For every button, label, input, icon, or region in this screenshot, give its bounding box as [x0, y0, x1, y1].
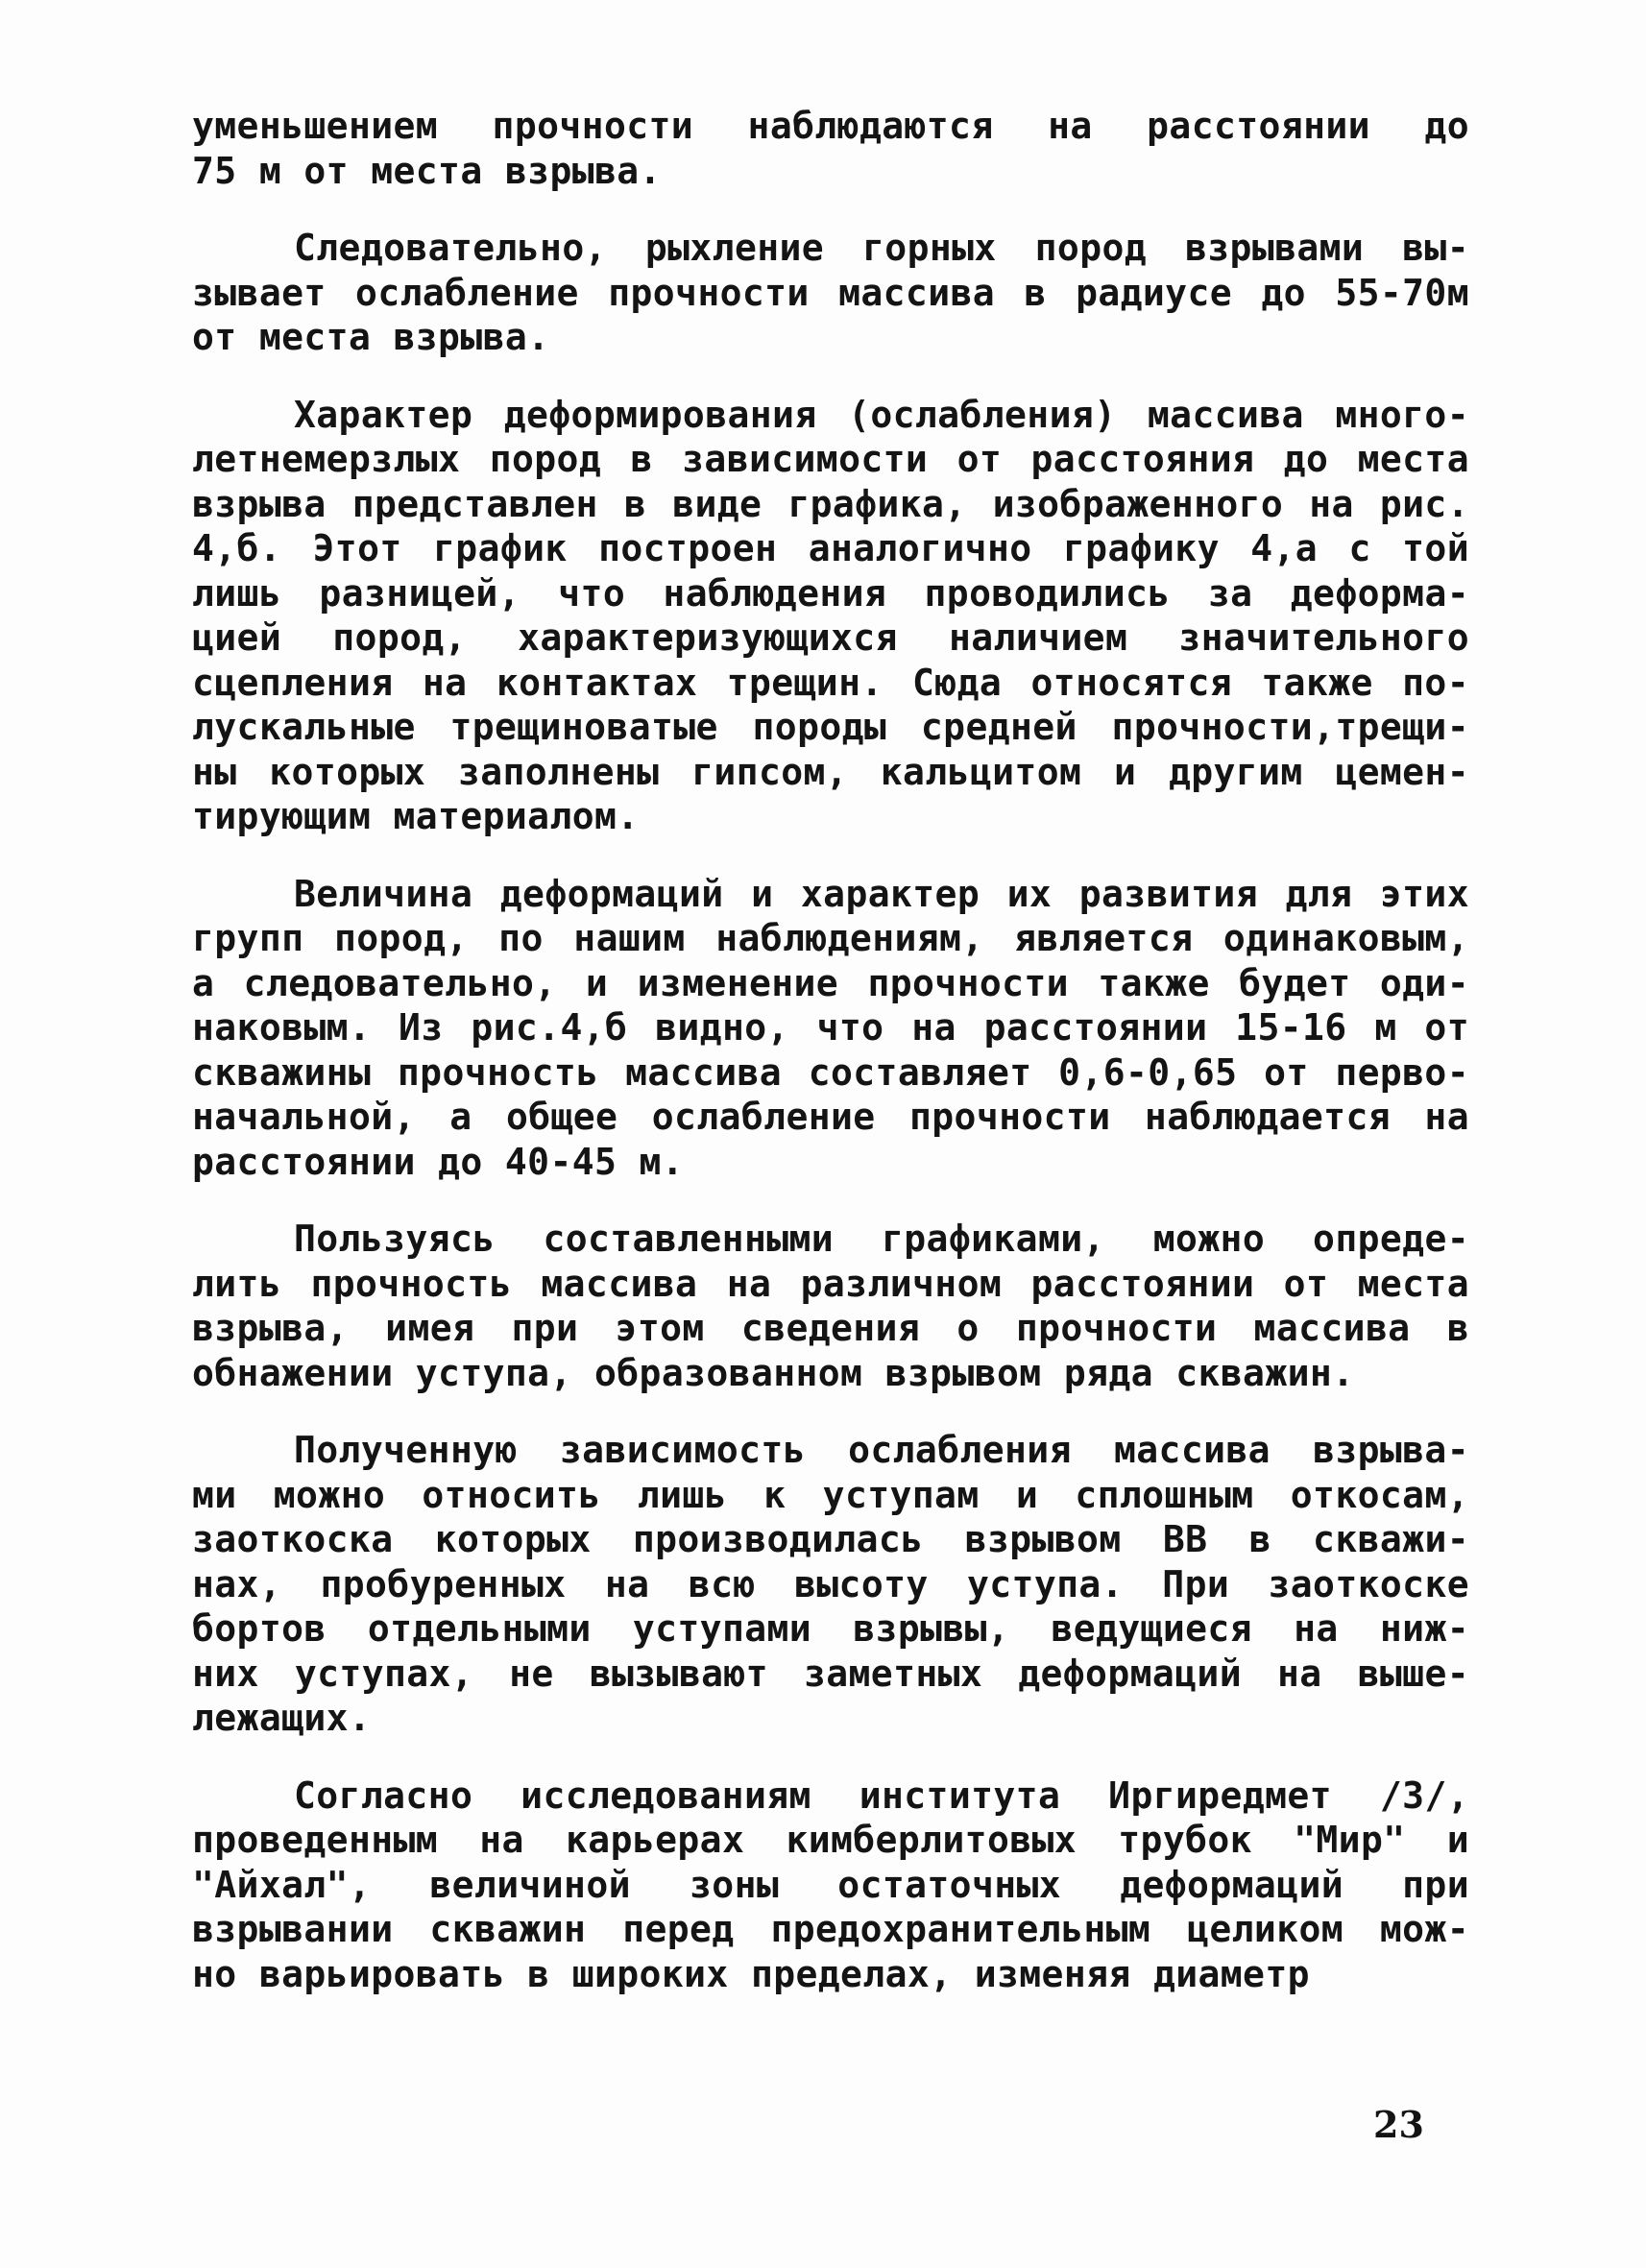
text-line: обнажении уступа, образованном взрывом ряда скважин. — [192, 1351, 1355, 1394]
text-line: лить прочность массива на различном расстоянии от места — [192, 1262, 1469, 1305]
text-line: "Айхал", величиной зоны остаточных деформаций при — [192, 1863, 1469, 1906]
text-line: скважины прочность массива составляет 0,6-0,65 от перво- — [192, 1050, 1469, 1094]
text-line: лишь разницей, что наблюдения проводились за деформа- — [192, 571, 1469, 615]
text-line: от места взрыва. — [192, 316, 550, 358]
text-line: сцепления на контактах трещин. Сюда относятся также по- — [192, 661, 1469, 704]
text-line: лежащих. — [192, 1697, 372, 1739]
text-line: Согласно исследованиям института Иргиредмет /3/, — [294, 1773, 1469, 1817]
text-line: уменьшением прочности наблюдаются на расстоянии до — [192, 105, 1469, 147]
text-line: 75 м от места взрыва. — [192, 149, 662, 192]
paragraph — [192, 1773, 1469, 1997]
text-line: летнемерзлых пород в зависимости от расстояния до места — [192, 438, 1469, 480]
paragraph — [192, 1217, 1469, 1395]
text-line: Характер деформирования (ослабления) массива много- — [294, 393, 1469, 436]
text-line: 4,б. Этот график построен аналогично графику 4,а с той — [192, 527, 1469, 569]
text-line: а следовательно, и изменение прочности также будет оди- — [192, 961, 1469, 1004]
text-line: тирующим материалом. — [192, 795, 640, 837]
paragraph — [192, 104, 1469, 193]
text-line: бортов отдельными уступами взрывы, ведущиеся на ниж- — [192, 1607, 1469, 1650]
text-line: Следовательно, рыхление горных пород взрывами вы- — [294, 227, 1469, 269]
paragraph — [192, 226, 1469, 360]
text-line: проведенным на карьерах кимберлитовых трубок "Мир" и — [192, 1819, 1469, 1861]
text-line: взрыва, имея при этом сведения о прочности массива в — [192, 1307, 1469, 1349]
text-line: взрыва представлен в виде графика, изображенного на рис. — [192, 482, 1469, 525]
text-line: взрывании скважин перед предохранительным целиком мож- — [192, 1908, 1469, 1950]
text-line: расстоянии до 40-45 м. — [192, 1140, 685, 1183]
text-line: нах, пробуренных на всю высоту уступа. При заоткоске — [192, 1562, 1469, 1605]
text-line: Величина деформаций и характер их развития для этих — [294, 872, 1469, 915]
text-line: но варьировать в широких пределах, изменяя диаметр — [192, 1952, 1310, 1995]
text-line: них уступах, не вызывают заметных деформаций на выше- — [192, 1652, 1469, 1695]
text-line: Пользуясь составленными графиками, можно опреде- — [294, 1218, 1469, 1260]
text-line: начальной, а общее ослабление прочности наблюдается на — [192, 1096, 1469, 1138]
page-number: 23 — [1373, 2103, 1424, 2146]
text-line: групп пород, по нашим наблюдениям, является одинаковым, — [192, 917, 1469, 959]
text-line: Полученную зависимость ослабления массива взрыва- — [294, 1429, 1469, 1471]
text-line: наковым. Из рис.4,б видно, что на расстоянии 15-16 м от — [192, 1006, 1469, 1049]
text-line: цией пород, характеризующихся наличием значительного — [192, 616, 1469, 659]
text-line: лускальные трещиноватые породы средней прочности,трещи- — [192, 706, 1469, 748]
paragraph — [192, 872, 1469, 1185]
paragraph — [192, 393, 1469, 839]
text-line: заоткоска которых производилась взрывом ВВ в скважи- — [192, 1518, 1469, 1560]
text-line: ми можно относить лишь к уступам и сплошным откосам, — [192, 1473, 1469, 1516]
text-line: ны которых заполнены гипсом, кальцитом и другим цемен- — [192, 750, 1469, 793]
text-line: зывает ослабление прочности массива в радиусе до 55-70м — [192, 271, 1469, 314]
body-text — [192, 104, 1469, 1996]
paragraph — [192, 1428, 1469, 1741]
